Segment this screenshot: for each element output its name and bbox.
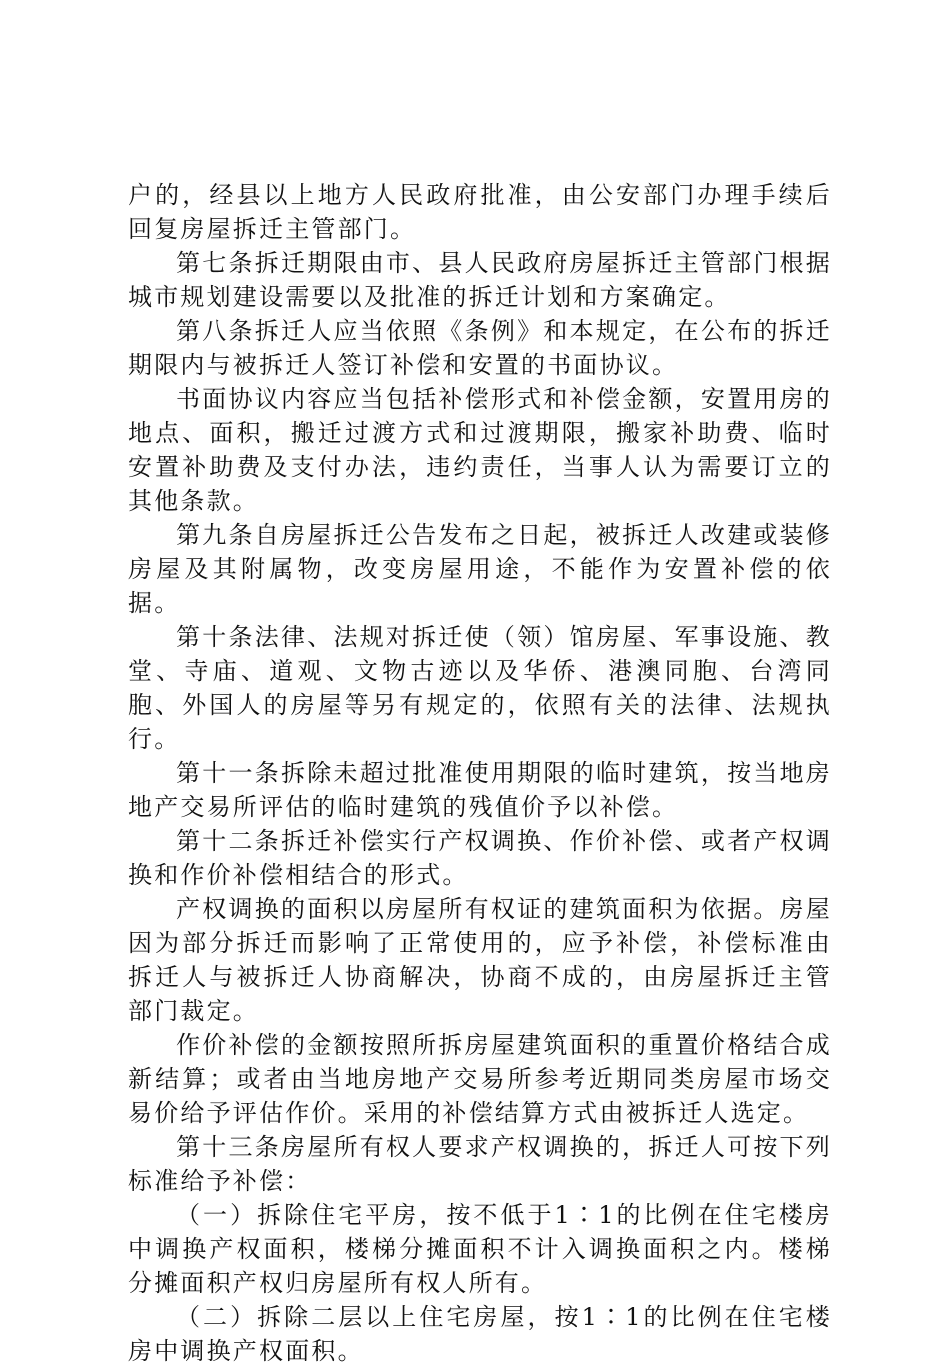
paragraph-article-7: 第七条拆迁期限由市、县人民政府房屋拆迁主管部门根据城市规划建设需要以及批准的拆迁计划和方案确定。 bbox=[128, 249, 832, 311]
paragraph-article-13: 第十三条房屋所有权人要求产权调换的，拆迁人可按下列标准给予补偿： bbox=[128, 1133, 832, 1195]
paragraph-item-1: （一）拆除住宅平房，按不低于1∶1的比例在住宅楼房中调换产权面积，楼梯分摊面积不计入调换面积之内。楼梯分摊面积产权归房屋所有权人所有。 bbox=[128, 1201, 832, 1297]
paragraph-1: 户的，经县以上地方人民政府批准，由公安部门办理手续后回复房屋拆迁主管部门。 bbox=[128, 181, 832, 243]
paragraph-item-2: （二）拆除二层以上住宅房屋，按1∶1的比例在住宅楼房中调换产权面积。 bbox=[128, 1303, 832, 1365]
paragraph-property-exchange: 产权调换的面积以房屋所有权证的建筑面积为依据。房屋因为部分拆迁而影响了正常使用的，应予补偿，补偿标准由拆迁人与被拆迁人协商解决，协商不成的，由房屋拆迁主管部门裁定。 bbox=[128, 895, 832, 1025]
paragraph-article-12: 第十二条拆迁补偿实行产权调换、作价补偿、或者产权调换和作价补偿相结合的形式。 bbox=[128, 827, 832, 889]
paragraph-price-compensation: 作价补偿的金额按照所拆房屋建筑面积的重置价格结合成新结算；或者由当地房地产交易所参考近期同类房屋市场交易价给予评估作价。采用的补偿结算方式由被拆迁人选定。 bbox=[128, 1031, 832, 1127]
paragraph-article-11: 第十一条拆除未超过批准使用期限的临时建筑，按当地房地产交易所评估的临时建筑的残值价予以补偿。 bbox=[128, 759, 832, 821]
document-body bbox=[128, 178, 832, 1368]
paragraph-article-9: 第九条自房屋拆迁公告发布之日起，被拆迁人改建或装修房屋及其附属物，改变房屋用途，不能作为安置补偿的依据。 bbox=[128, 521, 832, 617]
paragraph-agreement-content: 书面协议内容应当包括补偿形式和补偿金额，安置用房的地点、面积，搬迁过渡方式和过渡期限，搬家补助费、临时安置补助费及支付办法，违约责任，当事人认为需要订立的其他条款。 bbox=[128, 385, 832, 515]
paragraph-article-10: 第十条法律、法规对拆迁使（领）馆房屋、军事设施、教堂、寺庙、道观、文物古迹以及华侨、港澳同胞、台湾同胞、外国人的房屋等另有规定的，依照有关的法律、法规执行。 bbox=[128, 623, 832, 753]
paragraph-article-8: 第八条拆迁人应当依照《条例》和本规定，在公布的拆迁期限内与被拆迁人签订补偿和安置的书面协议。 bbox=[128, 317, 832, 379]
